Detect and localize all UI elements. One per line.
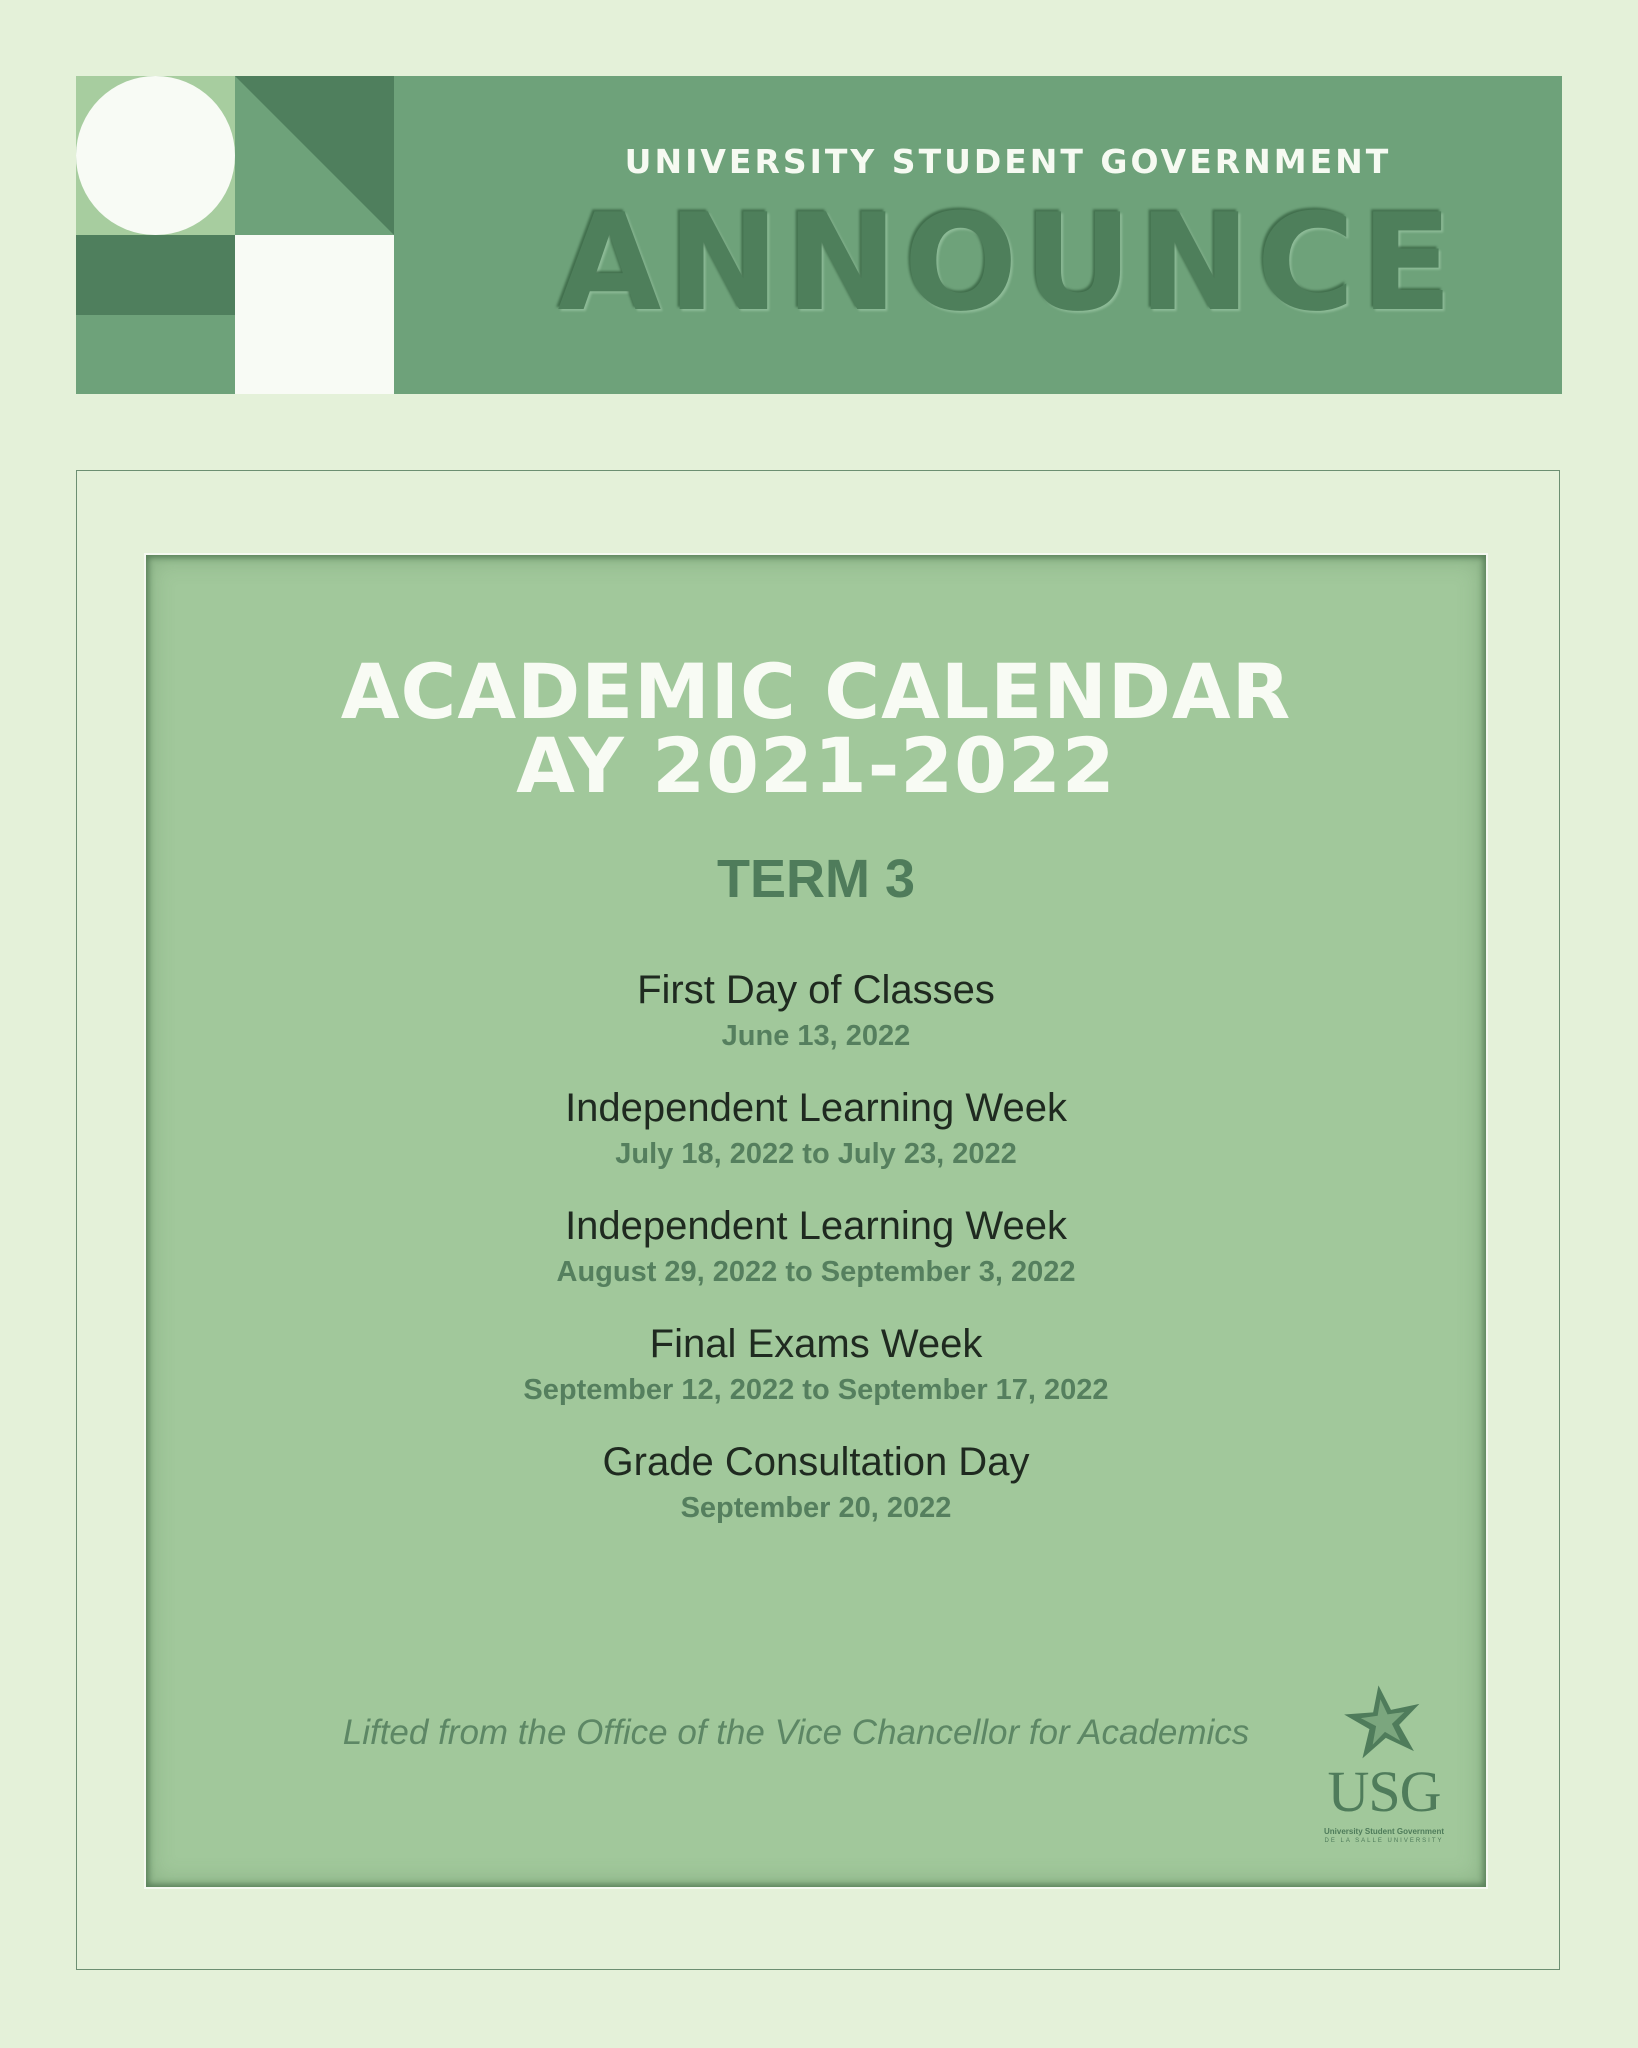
logo-wordmark: USG	[1327, 1759, 1441, 1824]
organization-name: UNIVERSITY STUDENT GOVERNMENT	[624, 142, 1392, 181]
event-name: Final Exams Week	[649, 1322, 983, 1366]
event-item	[146, 1201, 1486, 1319]
event-item	[146, 1437, 1486, 1555]
calendar-title	[146, 647, 1486, 810]
event-item	[146, 1319, 1486, 1437]
star-icon	[1314, 1685, 1454, 1765]
title-line-2: AY 2021-2022	[516, 721, 1116, 810]
event-date: June 13, 2022	[721, 1020, 911, 1052]
banner-text	[394, 76, 1562, 394]
geometric-pattern	[76, 76, 394, 394]
event-list	[146, 965, 1486, 1555]
title-line-1: ACADEMIC CALENDAR	[340, 647, 1292, 736]
event-item	[146, 1083, 1486, 1201]
event-name: First Day of Classes	[637, 968, 995, 1012]
event-date: August 29, 2022 to September 3, 2022	[556, 1256, 1076, 1288]
source-credit: Lifted from the Office of the Vice Chancellor for Academics	[342, 1713, 1250, 1752]
header-banner	[76, 76, 1562, 394]
logo-subtitle: University Student Government	[1323, 1827, 1445, 1836]
event-name: Independent Learning Week	[565, 1086, 1067, 1130]
event-date: July 18, 2022 to July 23, 2022	[615, 1138, 1017, 1170]
event-date: September 12, 2022 to September 17, 2022	[523, 1374, 1109, 1406]
announce-headline: ANNOUNCE	[557, 185, 1459, 341]
event-item	[146, 965, 1486, 1083]
term-heading: TERM 3	[716, 849, 916, 909]
event-name: Grade Consultation Day	[602, 1440, 1030, 1484]
event-name: Independent Learning Week	[565, 1204, 1067, 1248]
logo-subtitle-2: DE LA SALLE UNIVERSITY	[1324, 1838, 1444, 1844]
usg-logo	[1314, 1685, 1454, 1855]
calendar-card	[146, 555, 1486, 1887]
event-date: September 20, 2022	[680, 1492, 952, 1524]
